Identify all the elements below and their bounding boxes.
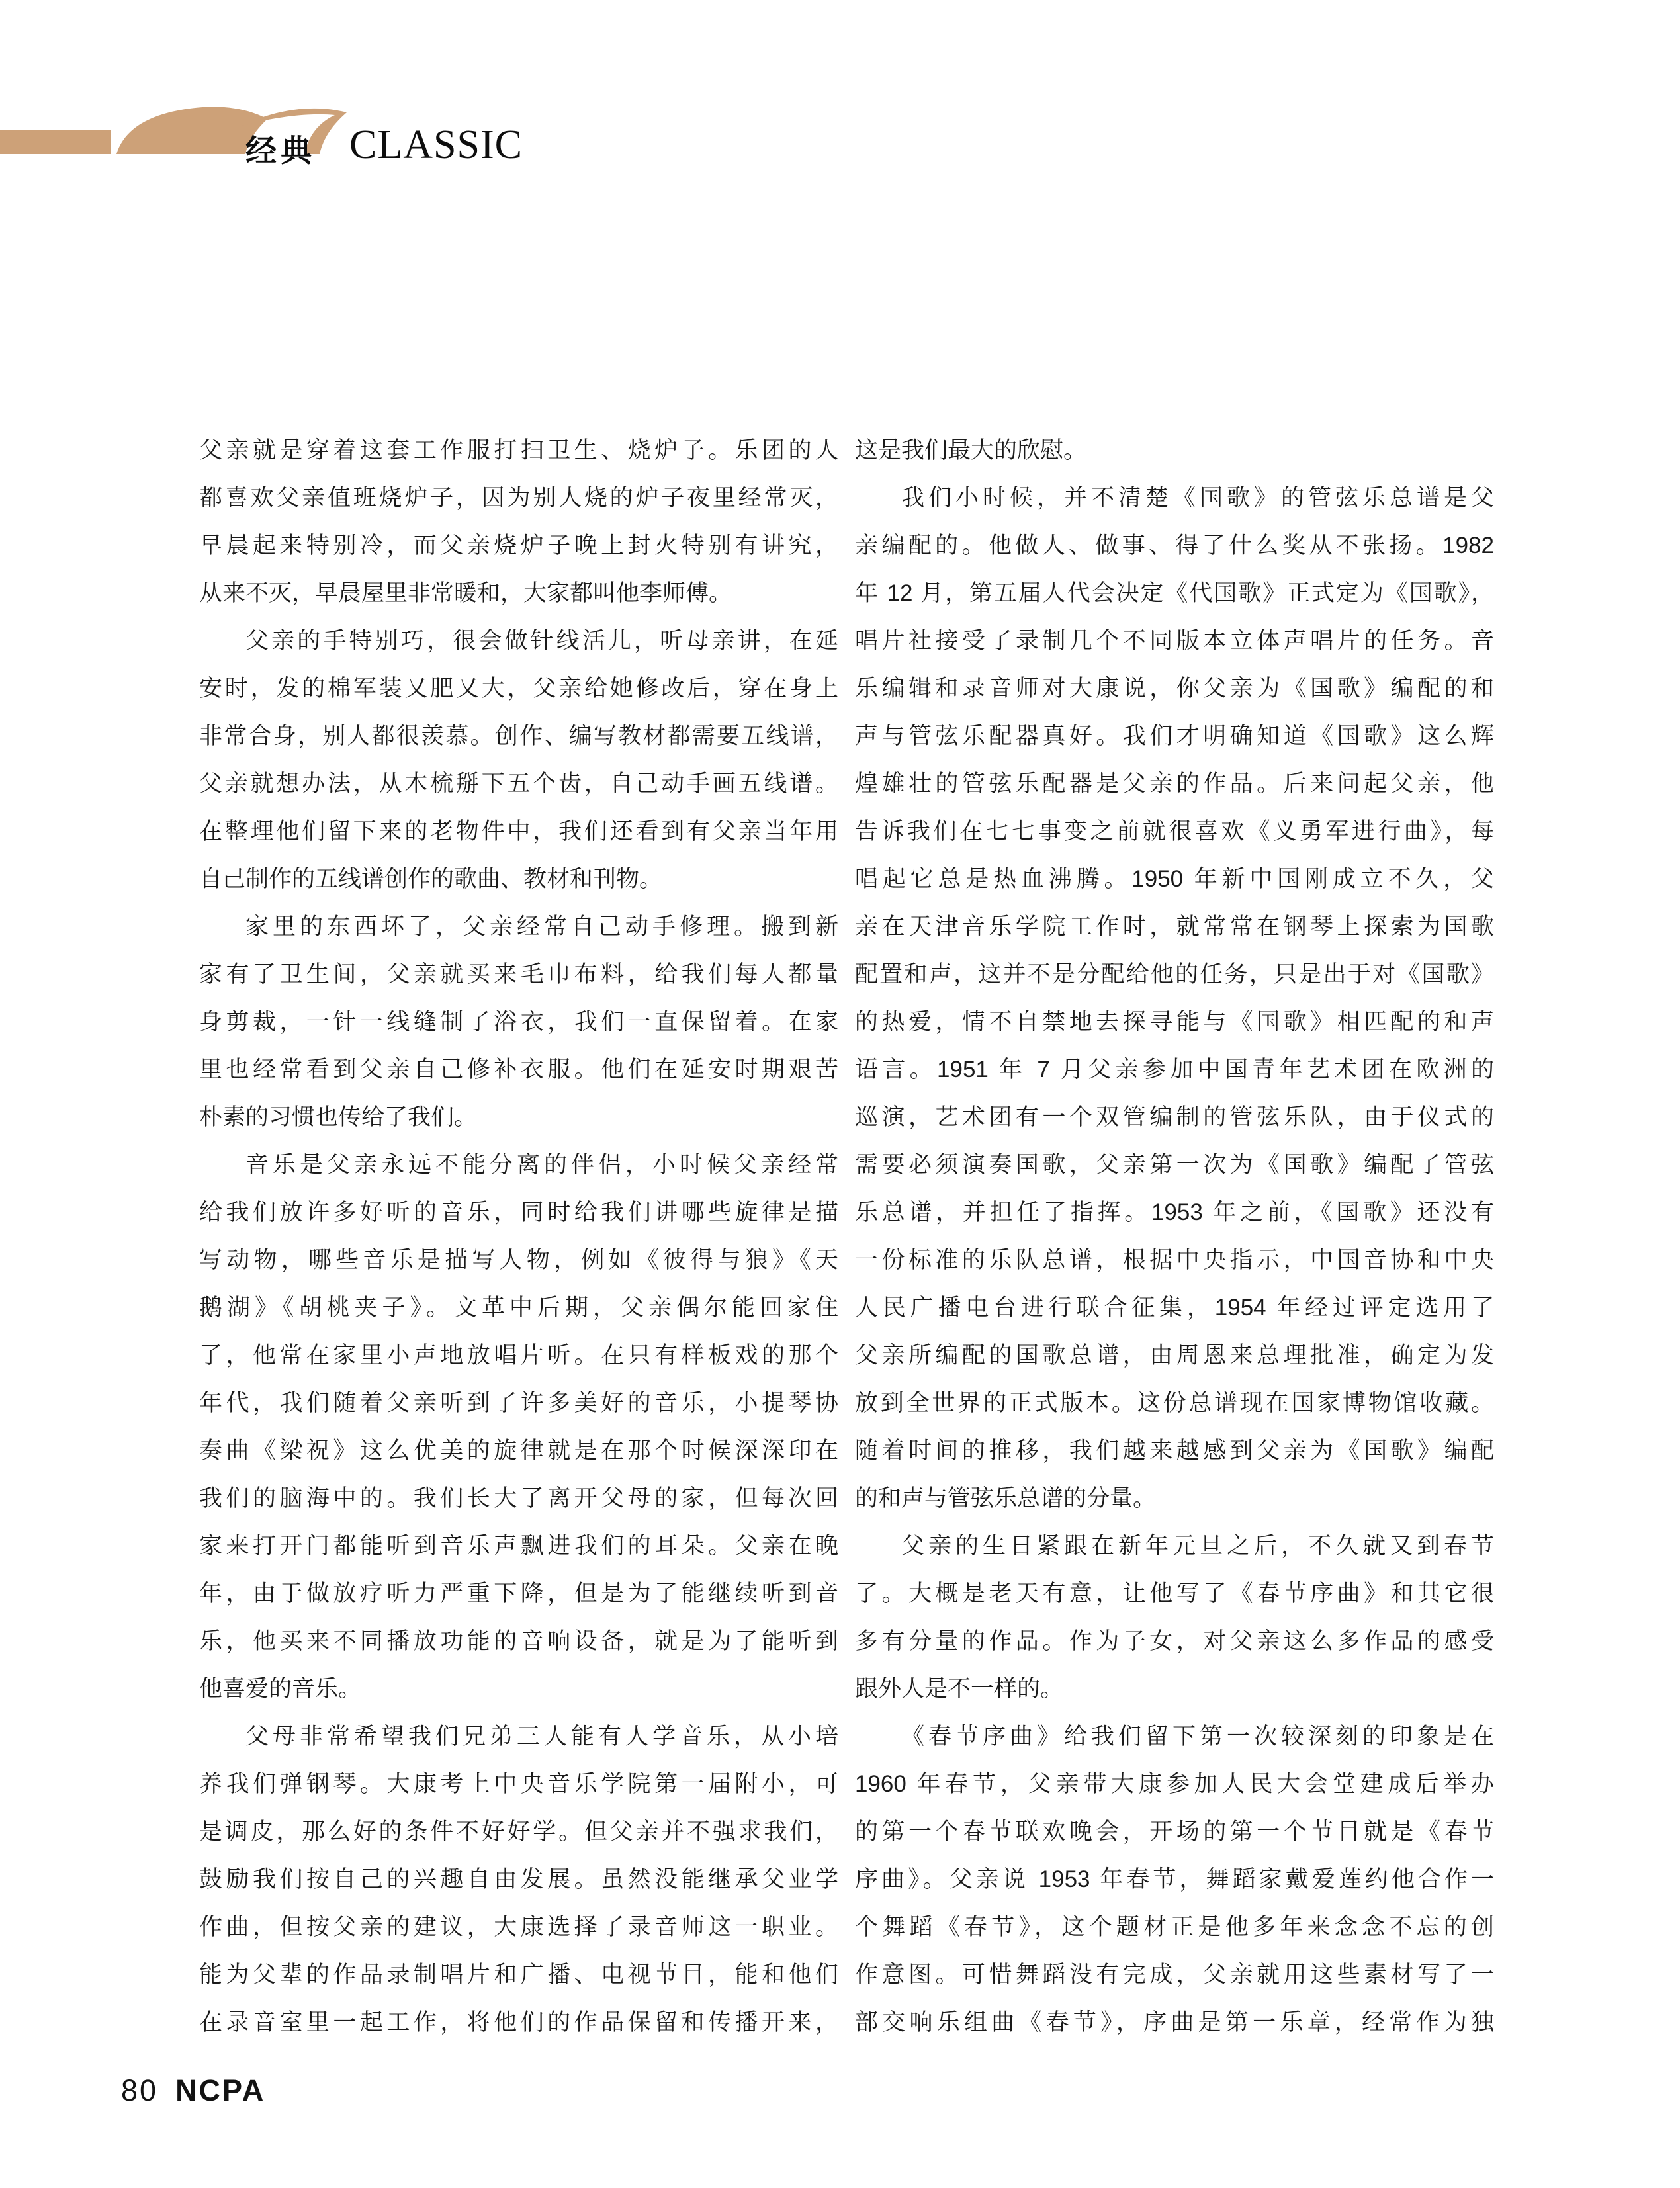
text-line: 序曲》。父亲说 1953 年春节，舞蹈家戴爱莲约他合作一 (855, 1866, 1494, 1892)
text-line: 放到全世界的正式版本。这份总谱现在国家博物馆收藏。 (855, 1390, 1494, 1416)
text-line: 奏曲《梁祝》这么优美的旋律就是在那个时候深深印在 (199, 1438, 838, 1464)
text-line: 鹅湖》《胡桃夹子》。文革中后期，父亲偶尔能回家住 (199, 1295, 838, 1321)
text-line: 乐总谱，并担任了指挥。1953 年之前，《国歌》还没有 (855, 1200, 1494, 1225)
text-line: 父亲就想办法，从木梳掰下五个齿，自己动手画五线谱。 (199, 771, 838, 797)
text-line: 家里的东西坏了，父亲经常自己动手修理。搬到新 (245, 914, 838, 940)
text-line: 了，他常在家里小声地放唱片听。在只有样板戏的那个 (199, 1342, 838, 1368)
text-column-right (855, 427, 1494, 2046)
text-line: 了。大概是老天有意，让他写了《春节序曲》和其它很 (855, 1581, 1494, 1606)
text-line: 里也经常看到父亲自己修补衣服。他们在延安时期艰苦 (199, 1057, 838, 1082)
text-line: 《春节序曲》给我们留下第一次较深刻的印象是在 (901, 1724, 1494, 1749)
text-line: 音乐是父亲永远不能分离的伴侣，小时候父亲经常 (245, 1152, 838, 1178)
text-line: 父亲的手特别巧，很会做针线活儿，听母亲讲，在延 (245, 628, 838, 654)
text-line: 部交响乐组曲《春节》，序曲是第一乐章，经常作为独 (855, 2009, 1494, 2035)
text-line: 安时，发的棉军装又肥又大，父亲给她修改后，穿在身上 (199, 676, 838, 701)
text-line: 朴素的习惯也传给了我们。 (199, 1104, 478, 1130)
text-line: 我们小时候，并不清楚《国歌》的管弦乐总谱是父 (901, 485, 1494, 511)
text-line: 语言。1951 年 7 月父亲参加中国青年艺术团在欧洲的 (855, 1057, 1494, 1082)
text-line: 年，由于做放疗听力严重下降，但是为了能继续听到音 (199, 1581, 838, 1606)
text-line: 养我们弹钢琴。大康考上中央音乐学院第一届附小，可 (199, 1771, 838, 1797)
text-line: 家有了卫生间，父亲就买来毛巾布料，给我们每人都量 (199, 961, 838, 987)
text-line: 年代，我们随着父亲听到了许多美好的音乐，小提琴协 (199, 1390, 838, 1416)
text-line: 鼓励我们按自己的兴趣自由发展。虽然没能继承父业学 (199, 1866, 838, 1892)
text-line: 跟外人是不一样的。 (855, 1676, 1064, 1702)
text-line: 煌雄壮的管弦乐配器是父亲的作品。后来问起父亲，他 (855, 771, 1494, 797)
text-line: 配置和声，这并不是分配给他的任务，只是出于对《国歌》 (855, 961, 1494, 987)
text-line: 个舞蹈《春节》，这个题材正是他多年来念念不忘的创 (855, 1914, 1494, 1940)
text-line: 多有分量的作品。作为子女，对父亲这么多作品的感受 (855, 1628, 1494, 1654)
text-line: 1960 年春节，父亲带大康参加人民大会堂建成后举办 (855, 1771, 1494, 1797)
dome-shape (116, 107, 267, 154)
text-column-left (199, 427, 838, 2046)
text-line: 从来不灭，早晨屋里非常暖和，大家都叫他李师傅。 (199, 580, 732, 606)
text-line: 非常合身，别人都很羡慕。创作、编写教材都需要五线谱， (199, 723, 838, 749)
text-line: 年 12 月，第五届人代会决定《代国歌》正式定为《国歌》， (855, 580, 1494, 606)
text-line: 能为父辈的作品录制唱片和广播、电视节目，能和他们 (199, 1962, 838, 1988)
text-line: 家来打开门都能听到音乐声飘进我们的耳朵。父亲在晚 (199, 1533, 838, 1559)
text-line: 亲在天津音乐学院工作时，就常常在钢琴上探索为国歌 (855, 914, 1494, 940)
text-line: 一份标准的乐队总谱，根据中央指示，中国音协和中央 (855, 1247, 1494, 1273)
text-line: 作曲，但按父亲的建议，大康选择了录音师这一职业。 (199, 1914, 838, 1940)
text-line: 在录音室里一起工作，将他们的作品保留和传播开来， (199, 2009, 838, 2035)
text-line: 父母非常希望我们兄弟三人能有人学音乐，从小培 (245, 1724, 838, 1749)
text-line: 是调皮，那么好的条件不好好学。但父亲并不强求我们， (199, 1819, 838, 1845)
text-line: 身剪裁，一针一线缝制了浴衣，我们一直保留着。在家 (199, 1009, 838, 1035)
page-number: 80 (121, 2074, 159, 2107)
text-line: 父亲的生日紧跟在新年元旦之后，不久就又到春节 (901, 1533, 1494, 1559)
text-line: 的热爱，情不自禁地去探寻能与《国歌》相匹配的和声 (855, 1009, 1494, 1035)
text-line: 需要必须演奏国歌，父亲第一次为《国歌》编配了管弦 (855, 1152, 1494, 1178)
text-line: 在整理他们留下来的老物件中，我们还看到有父亲当年用 (199, 818, 838, 844)
text-line: 作意图。可惜舞蹈没有完成，父亲就用这些素材写了一 (855, 1962, 1494, 1988)
text-line: 随着时间的推移，我们越来越感到父亲为《国歌》编配 (855, 1438, 1494, 1464)
text-line: 的第一个春节联欢晚会，开场的第一个节目就是《春节 (855, 1819, 1494, 1845)
text-line: 亲编配的。他做人、做事、得了什么奖从不张扬。1982 (855, 533, 1494, 558)
text-line: 自己制作的五线谱创作的歌曲、教材和刊物。 (199, 866, 663, 892)
text-line: 我们的脑海中的。我们长大了离开父母的家，但每次回 (199, 1485, 838, 1511)
text-line: 唱片社接受了录制几个不同版本立体声唱片的任务。音 (855, 628, 1494, 654)
text-line: 都喜欢父亲值班烧炉子，因为别人烧的炉子夜里经常灭， (199, 485, 838, 511)
journal-abbr: NCPA (175, 2074, 266, 2107)
text-line: 这是我们最大的欣慰。 (855, 437, 1087, 463)
text-line: 人民广播电台进行联合征集，1954 年经过评定选用了 (855, 1295, 1494, 1321)
section-title-zh: 经典 (245, 133, 316, 168)
text-line: 给我们放许多好听的音乐，同时给我们讲哪些旋律是描 (199, 1200, 838, 1225)
text-line: 声与管弦乐配器真好。我们才明确知道《国歌》这么辉 (855, 723, 1494, 749)
header-accent-bar (0, 130, 111, 154)
text-line: 告诉我们在七七事变之前就很喜欢《义勇军进行曲》，每 (855, 818, 1494, 844)
text-line: 父亲所编配的国歌总谱，由周恩来总理批准，确定为发 (855, 1342, 1494, 1368)
text-line: 乐，他买来不同播放功能的音响设备，就是为了能听到 (199, 1628, 838, 1654)
text-line: 他喜爱的音乐。 (199, 1676, 362, 1702)
text-line: 早晨起来特别冷，而父亲烧炉子晚上封火特别有讲究， (199, 533, 838, 558)
text-line: 乐编辑和录音师对大康说，你父亲为《国歌》编配的和 (855, 676, 1494, 701)
section-title-en: CLASSIC (349, 122, 523, 167)
text-line: 的和声与管弦乐总谱的分量。 (855, 1485, 1157, 1511)
text-line: 巡演，艺术团有一个双管编制的管弦乐队，由于仪式的 (855, 1104, 1494, 1130)
text-line: 唱起它总是热血沸腾。1950 年新中国刚成立不久，父 (855, 866, 1494, 892)
text-line: 写动物，哪些音乐是描写人物，例如《彼得与狼》《天 (199, 1247, 838, 1273)
page-footer (121, 2074, 265, 2108)
text-line: 父亲就是穿着这套工作服打扫卫生、烧炉子。乐团的人 (199, 437, 838, 463)
